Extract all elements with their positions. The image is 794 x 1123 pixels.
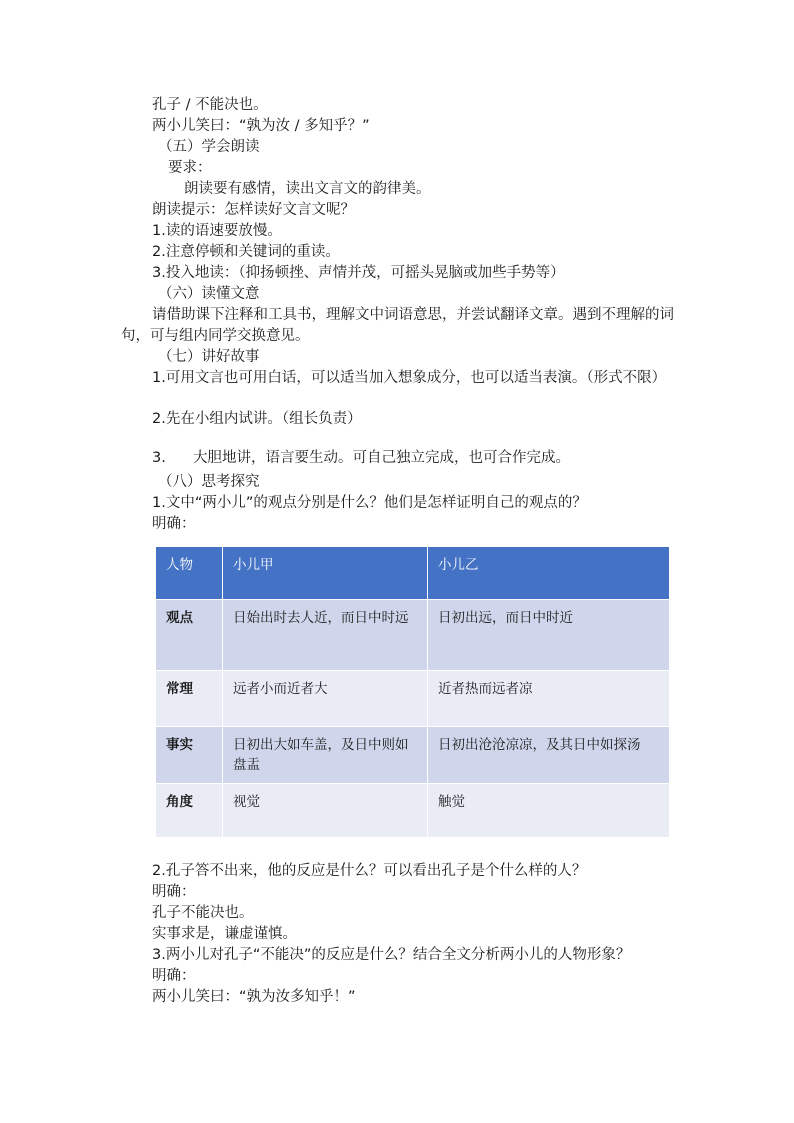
answer-text: 孔子不能决也。 — [152, 905, 254, 921]
table-cell: 日初出远，而日中时近 — [428, 600, 670, 671]
section-heading: （五）学会朗读 — [158, 139, 260, 155]
section-heading: （八）思考探究 — [158, 474, 260, 490]
paragraph: 请借助课下注释和工具书，理解文中词语意思，并尝试翻译文章。遇到不理解的词句，可与组内同学交换意见。 — [121, 307, 674, 344]
table-cell: 触觉 — [428, 784, 670, 838]
answer-label: 明确： — [152, 968, 196, 984]
table-cell: 日初出大如车盖，及日中则如盘盂 — [223, 727, 428, 784]
table-header-row — [156, 547, 670, 600]
table-cell: 视觉 — [223, 784, 428, 838]
list-item: 1.可用文言也可用白话，可以适当加入想象成分，也可以适当表演。（形式不限） — [152, 370, 667, 386]
table-row — [156, 671, 670, 727]
table-cell: 日初出沧沧凉凉，及其日中如探汤 — [428, 727, 670, 784]
table-cell: 近者热而远者凉 — [428, 671, 670, 727]
list-item: 2.先在小组内试讲。（组长负责） — [152, 411, 362, 427]
list-item: 大胆地讲，语言要生动。可自己独立完成，也可合作完成。 — [193, 450, 570, 466]
question: 2.孔子答不出来，他的反应是什么？可以看出孔子是个什么样的人？ — [152, 863, 587, 879]
text-line: 两小儿笑曰：“孰为汝 / 多知乎？” — [152, 118, 370, 134]
requirement-text: 朗读要有感情，读出文言文的韵律美。 — [184, 181, 431, 197]
table-row — [156, 784, 670, 838]
comparison-table — [155, 546, 670, 838]
list-item: 1.读的语速要放慢。 — [152, 223, 282, 239]
section-heading: （七）讲好故事 — [158, 349, 260, 365]
text-line: 孔子 / 不能决也。 — [152, 97, 268, 113]
table-row-header: 角度 — [156, 784, 223, 838]
answer-label: 明确： — [152, 516, 196, 532]
requirement-label: 要求： — [168, 160, 212, 176]
table-header-cell: 人物 — [156, 547, 223, 600]
table-cell: 日始出时去人近，而日中时远 — [223, 600, 428, 671]
table-header-cell: 小儿甲 — [223, 547, 428, 600]
reading-tip: 朗读提示：怎样读好文言文呢？ — [152, 202, 355, 218]
answer-text: 两小儿笑曰：“孰为汝多知乎！” — [152, 989, 356, 1005]
table-cell: 远者小而近者大 — [223, 671, 428, 727]
question: 3.两小儿对孔子“不能决”的反应是什么？结合全文分析两小儿的人物形象？ — [152, 947, 631, 963]
answer-text: 实事求是，谦虚谨慎。 — [152, 926, 297, 942]
question: 1.文中“两小儿”的观点分别是什么？他们是怎样证明自己的观点的？ — [152, 495, 587, 511]
list-item: 3.投入地读：（抑扬顿挫、声情并茂，可摇头晃脑或加些手势等） — [152, 265, 565, 281]
answer-label: 明确： — [152, 884, 196, 900]
table-row-header: 事实 — [156, 727, 223, 784]
table-row-header: 观点 — [156, 600, 223, 671]
table-header-cell: 小儿乙 — [428, 547, 670, 600]
table-row — [156, 727, 670, 784]
table-row — [156, 600, 670, 671]
list-item: 2.注意停顿和关键词的重读。 — [152, 244, 340, 260]
section-heading: （六）读懂文意 — [158, 286, 260, 302]
list-item-number: 3. — [152, 450, 166, 466]
table-row-header: 常理 — [156, 671, 223, 727]
